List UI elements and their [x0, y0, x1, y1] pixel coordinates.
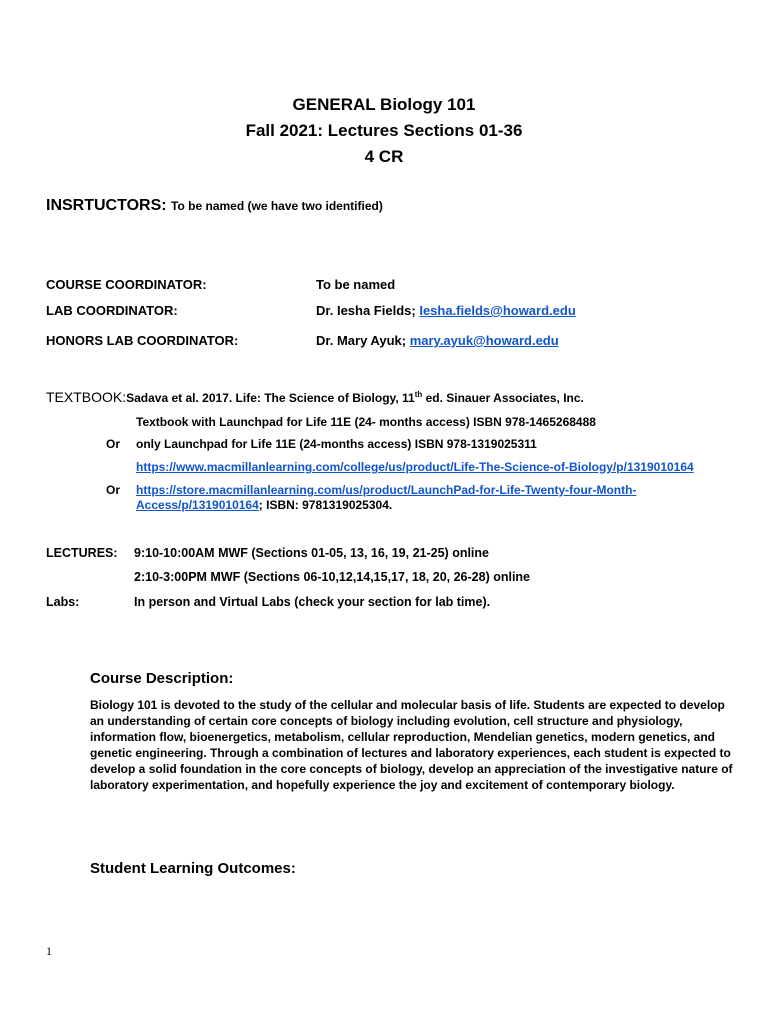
lab-coordinator-name: Dr. Iesha Fields; — [316, 303, 416, 318]
course-title: GENERAL Biology 101 — [292, 95, 476, 114]
lecture-time-2: 2:10-3:00PM MWF (Sections 06-10,12,14,15,17, 18, 20, 26-28) online — [134, 570, 531, 584]
textbook-edition-sup: th — [414, 390, 423, 399]
textbook-citation-text: Sadava et al. 2017. Life: The Science of Biology, 11 — [126, 391, 415, 405]
instructors-value: To be named (we have two identified) — [171, 199, 383, 213]
textbook-row — [46, 389, 584, 407]
lecture-time-1: 9:10-10:00AM MWF (Sections 01-05, 13, 16, 19, 21-25) online — [134, 546, 489, 560]
lab-coordinator-email-link[interactable]: Iesha.fields@howard.edu — [419, 303, 576, 318]
textbook-or-1: Or — [106, 437, 121, 451]
textbook-link-1[interactable]: https://www.macmillanlearning.com/college/us/product/Life-The-Science-of-Biology/p/1319010164 — [136, 460, 694, 474]
textbook-link-2-line2-row — [136, 498, 392, 512]
honors-lab-coordinator-name: Dr. Mary Ayuk; — [316, 333, 407, 348]
textbook-or-2: Or — [106, 483, 121, 497]
lectures-label: LECTURES: — [46, 546, 118, 560]
textbook-isbn: ; ISBN: 9781319025304. — [258, 498, 393, 512]
course-term: Fall 2021: Lectures Sections 01-36 — [245, 121, 523, 140]
textbook-link-2-line2[interactable]: Access/p/1319010164 — [136, 498, 259, 512]
labs-label: Labs: — [46, 595, 80, 609]
textbook-option-1: Textbook with Launchpad for Life 11E (24- months access) ISBN 978-1465268488 — [136, 415, 596, 429]
honors-lab-coordinator-label: HONORS LAB COORDINATOR: — [46, 333, 239, 348]
textbook-option-2: only Launchpad for Life 11E (24-months access) ISBN 978-1319025311 — [136, 437, 537, 451]
lab-coordinator-row — [316, 303, 576, 318]
textbook-link-2-line1[interactable]: https://store.macmillanlearning.com/us/product/LaunchPad-for-Life-Twenty-four-Month- — [136, 483, 637, 497]
page-number: 1 — [46, 944, 52, 958]
instructors-label: INSRTUCTORS: — [46, 197, 167, 214]
honors-lab-coordinator-row — [316, 333, 559, 348]
instructors-row — [46, 197, 383, 215]
course-coordinator-name: To be named — [316, 277, 396, 292]
learning-outcomes-heading: Student Learning Outcomes: — [90, 860, 296, 877]
textbook-publisher: ed. Sinauer Associates, Inc. — [422, 391, 584, 405]
lab-coordinator-label: LAB COORDINATOR: — [46, 303, 178, 318]
course-credits: 4 CR — [364, 147, 404, 166]
course-coordinator-label: COURSE COORDINATOR: — [46, 277, 207, 292]
labs-value: In person and Virtual Labs (check your section for lab time). — [134, 595, 491, 609]
course-description-body: Biology 101 is devoted to the study of the cellular and molecular basis of life. Students are expected to develop an understanding of certain core concepts of biology including evolution, cell structure and physiology, information flow, bioenergetics, metabolism, cellular reproduction, Mendelian genetics, modern genetics, and genetic engineering. Through a combination of lectures and laboratory experiences, each student is expected to develop a solid foundation in the core concepts of biology, develop an appreciation of the investigative nature of laboratory experimentation, and hopefully experience the joy and excitement of contemporary biology. — [90, 698, 733, 792]
course-description-heading: Course Description: — [90, 670, 234, 687]
textbook-label: TEXTBOOK: — [46, 389, 127, 405]
honors-lab-coordinator-email-link[interactable]: mary.ayuk@howard.edu — [409, 333, 559, 348]
textbook-citation — [126, 391, 584, 405]
